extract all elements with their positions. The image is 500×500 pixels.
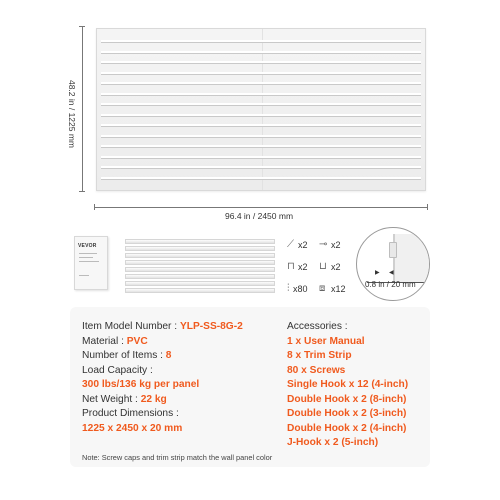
panel-slot bbox=[101, 103, 421, 106]
single-hook-qty: x2 bbox=[298, 240, 308, 250]
trim-strip bbox=[125, 274, 275, 279]
spec-load-capacity-label: Load Capacity : bbox=[82, 364, 153, 376]
width-dimension-label: 96.4 in / 2450 mm bbox=[225, 211, 294, 221]
color-match-note: Note: Screw caps and trim strip match the wall panel color bbox=[82, 453, 273, 462]
manual-text-line bbox=[79, 261, 99, 262]
screw-qty: x80 bbox=[293, 284, 308, 294]
spec-dimensions-label: Product Dimensions : bbox=[82, 408, 179, 419]
manual-brand-logo: VEVOR bbox=[78, 243, 97, 249]
trim-strip bbox=[125, 246, 275, 251]
single-hook-icon: ⟋ bbox=[287, 239, 294, 250]
accessory-item: Double Hook x 2 (3-inch) bbox=[287, 408, 407, 419]
panel-slot bbox=[101, 156, 421, 159]
manual-text-line bbox=[79, 257, 93, 258]
width-dimension-tick-right bbox=[427, 204, 428, 210]
accessory-item: J-Hook x 2 (5-inch) bbox=[287, 437, 379, 448]
spec-net-weight bbox=[82, 393, 167, 408]
screw-cap-qty: x12 bbox=[331, 284, 346, 294]
panel-slot bbox=[101, 124, 421, 127]
panel-slot bbox=[101, 166, 421, 169]
trim-strip bbox=[125, 281, 275, 286]
accessory-item: Double Hook x 2 (8-inch) bbox=[287, 393, 407, 405]
height-dimension-tick-bottom bbox=[79, 191, 85, 192]
panel-slot bbox=[101, 40, 421, 43]
spec-label: Net Weight : bbox=[82, 393, 141, 405]
spec-value: 22 kg bbox=[140, 393, 167, 405]
width-dimension-tick-left bbox=[94, 204, 95, 210]
trim-strip bbox=[125, 267, 275, 272]
double-hook-large-icon: ⊔ bbox=[319, 261, 327, 272]
spec-value: 8 bbox=[165, 350, 172, 361]
thickness-label: 0.8 in / 20 mm bbox=[365, 280, 416, 289]
trim-strip bbox=[125, 239, 275, 244]
spec-value: YLP-SS-8G-2 bbox=[179, 321, 243, 332]
accessory-item: Double Hook x 2 (4-inch) bbox=[287, 422, 407, 434]
double-hook-icon: ⊓ bbox=[287, 261, 295, 272]
accessory-item: 1 x User Manual bbox=[287, 335, 365, 347]
detail-trim-cap bbox=[389, 242, 397, 258]
detail-arrow-right-icon: ▶ bbox=[375, 270, 380, 276]
spec-model-number bbox=[82, 320, 243, 335]
j-hook-icon: ⊸ bbox=[319, 239, 328, 250]
panel-slot bbox=[101, 114, 421, 117]
panel-slot bbox=[101, 82, 421, 85]
accessory-item: Single Hook x 12 (4-inch) bbox=[287, 379, 409, 390]
double-hook-qty: x2 bbox=[298, 262, 308, 272]
screw-cap-icon: ⧈ bbox=[319, 283, 326, 294]
panel-slot bbox=[101, 51, 421, 54]
trim-strip bbox=[125, 253, 275, 258]
spec-label: Item Model Number : bbox=[82, 321, 180, 332]
spec-item-count bbox=[82, 349, 171, 364]
accessory-item: 80 x Screws bbox=[287, 364, 346, 376]
height-dimension-label: 48.2 in / 1225 mm bbox=[67, 79, 77, 149]
j-hook-qty: x2 bbox=[331, 240, 341, 250]
panel-slot bbox=[101, 135, 421, 138]
trim-strip bbox=[125, 288, 275, 293]
slatwall-panel-image bbox=[96, 28, 426, 191]
height-dimension-tick-top bbox=[79, 26, 85, 27]
height-dimension-line bbox=[82, 26, 83, 192]
manual-text-line bbox=[79, 253, 97, 254]
detail-panel-edge bbox=[393, 234, 430, 282]
panel-slot bbox=[101, 93, 421, 96]
spec-load-capacity-value: 300 lbs/136 kg per panel bbox=[82, 379, 200, 390]
width-dimension-line bbox=[94, 207, 428, 208]
panel-slot bbox=[101, 145, 421, 148]
panel-slot bbox=[101, 72, 421, 75]
accessory-item: 8 x Trim Strip bbox=[287, 350, 352, 361]
panel-slot bbox=[101, 61, 421, 64]
double-hook-large-qty: x2 bbox=[331, 262, 341, 272]
spec-label: Material : bbox=[82, 335, 127, 347]
spec-label: Number of Items : bbox=[82, 350, 166, 361]
screw-icon: ⫶ bbox=[287, 283, 290, 294]
user-manual-image bbox=[74, 236, 108, 290]
accessories-heading: Accessories : bbox=[287, 321, 348, 332]
panel-thickness-detail bbox=[356, 227, 430, 301]
manual-text-line bbox=[79, 275, 89, 276]
spec-dimensions-value: 1225 x 2450 x 20 mm bbox=[82, 422, 183, 434]
spec-material bbox=[82, 335, 148, 350]
detail-arrow-left-icon: ◀ bbox=[389, 270, 394, 276]
trim-strips-image bbox=[125, 239, 275, 295]
spec-value: PVC bbox=[126, 335, 148, 347]
trim-strip bbox=[125, 260, 275, 265]
panel-slot bbox=[101, 177, 421, 180]
